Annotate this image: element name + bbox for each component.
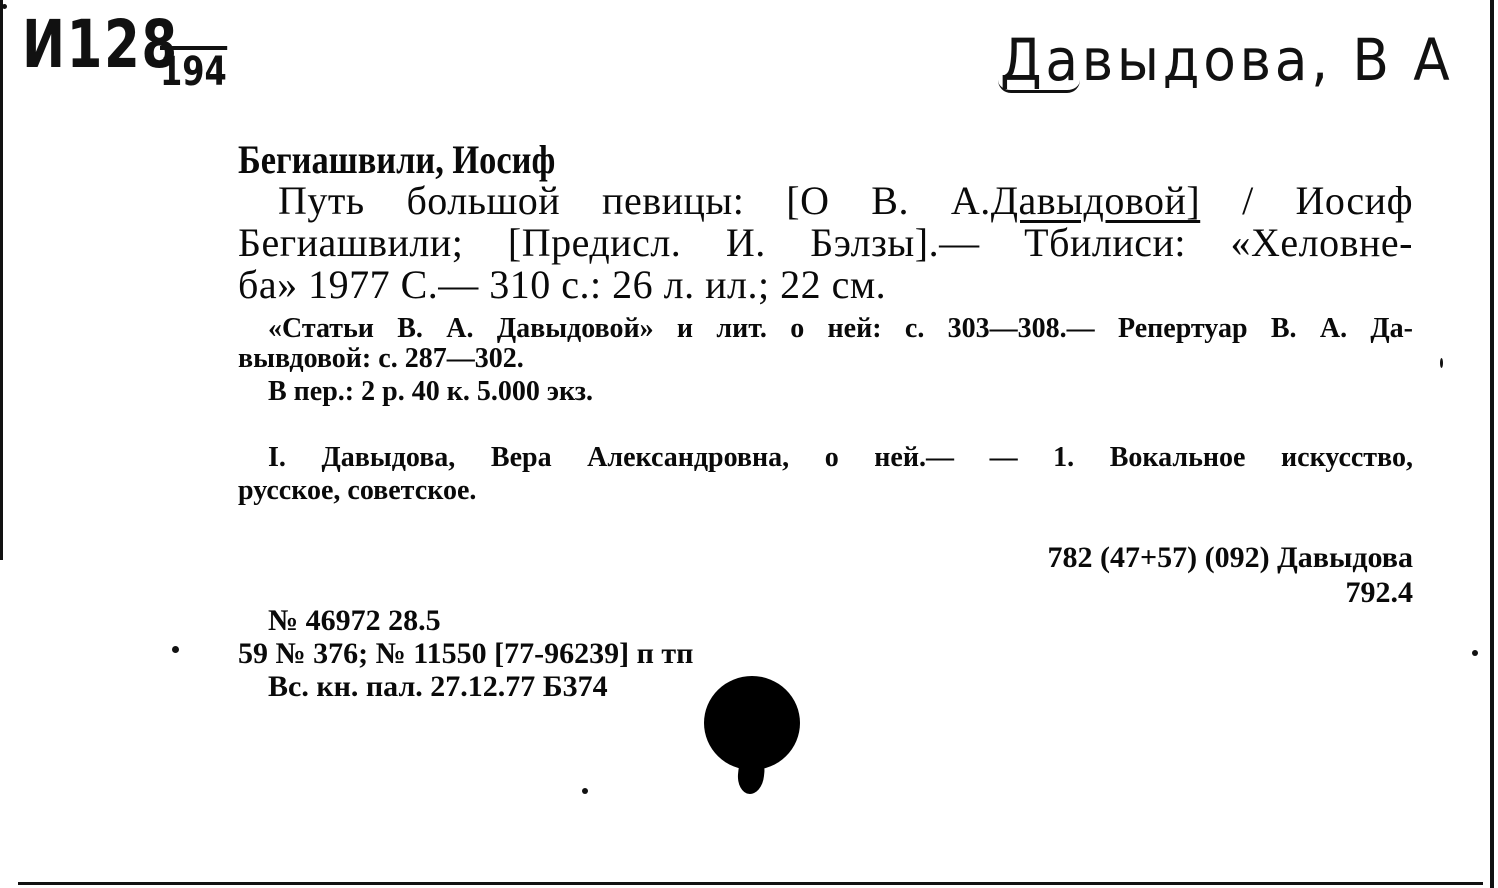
price-line: В пер.: 2 р. 40 к. 5.000 экз. (268, 376, 593, 407)
subject-line-1: I. Давыдова, Вера Александровна, о ней.— — 1. Вокальное искусство, (268, 442, 1413, 473)
title-line-1-end: / Иосиф (1200, 178, 1413, 223)
note-line-2: вывдовой: с. 287—302. (238, 343, 524, 374)
ink-speck (1440, 358, 1443, 368)
classification-code: 782 (47+57) (092) Давыдова (1047, 541, 1413, 574)
handwritten-shelf-subcode: 194 (160, 46, 227, 94)
classification-number: 792.4 (1345, 576, 1413, 609)
subject-line-2: русское, советское. (238, 475, 477, 506)
book-chamber-record: Вс. кн. пал. 27.12.77 Б374 (268, 670, 608, 703)
handwritten-subject-name: Давыдова, В А (1000, 26, 1454, 94)
title-line-1-start: Путь большой певицы: [О В. А. (278, 178, 991, 223)
card-punch-hole-tail (736, 755, 766, 796)
handwritten-underline-stroke (998, 80, 1080, 93)
author-heading: Бегиашвили, Иосиф (238, 137, 556, 182)
card-left-edge (0, 0, 3, 560)
bibliographic-number: № 46972 28.5 (268, 604, 441, 637)
ink-speck (172, 646, 179, 653)
card-bottom-edge (18, 882, 1483, 885)
handwritten-shelf-code: И128 (22, 6, 179, 83)
title-underlined-name: Давыдовой] (990, 178, 1201, 223)
title-line-2: Бегиашвили; [Предисл. И. Бэлзы].— Тбилиси: «Хеловне- (238, 220, 1413, 265)
bibliographic-registry: 59 № 376; № 11550 [77-96239] п тп (238, 637, 694, 670)
title-line-1 (278, 180, 1413, 222)
card-right-edge (1490, 0, 1494, 888)
note-line-1: «Статьи В. А. Давыдовой» и лит. о ней: с. 303—308.— Репертуар В. А. Да- (268, 313, 1413, 344)
ink-speck (582, 788, 588, 794)
title-line-3: ба» 1977 С.— 310 с.: 26 л. ил.; 22 см. (238, 262, 887, 307)
ink-speck (1472, 650, 1478, 656)
ink-speck (2, 4, 7, 9)
